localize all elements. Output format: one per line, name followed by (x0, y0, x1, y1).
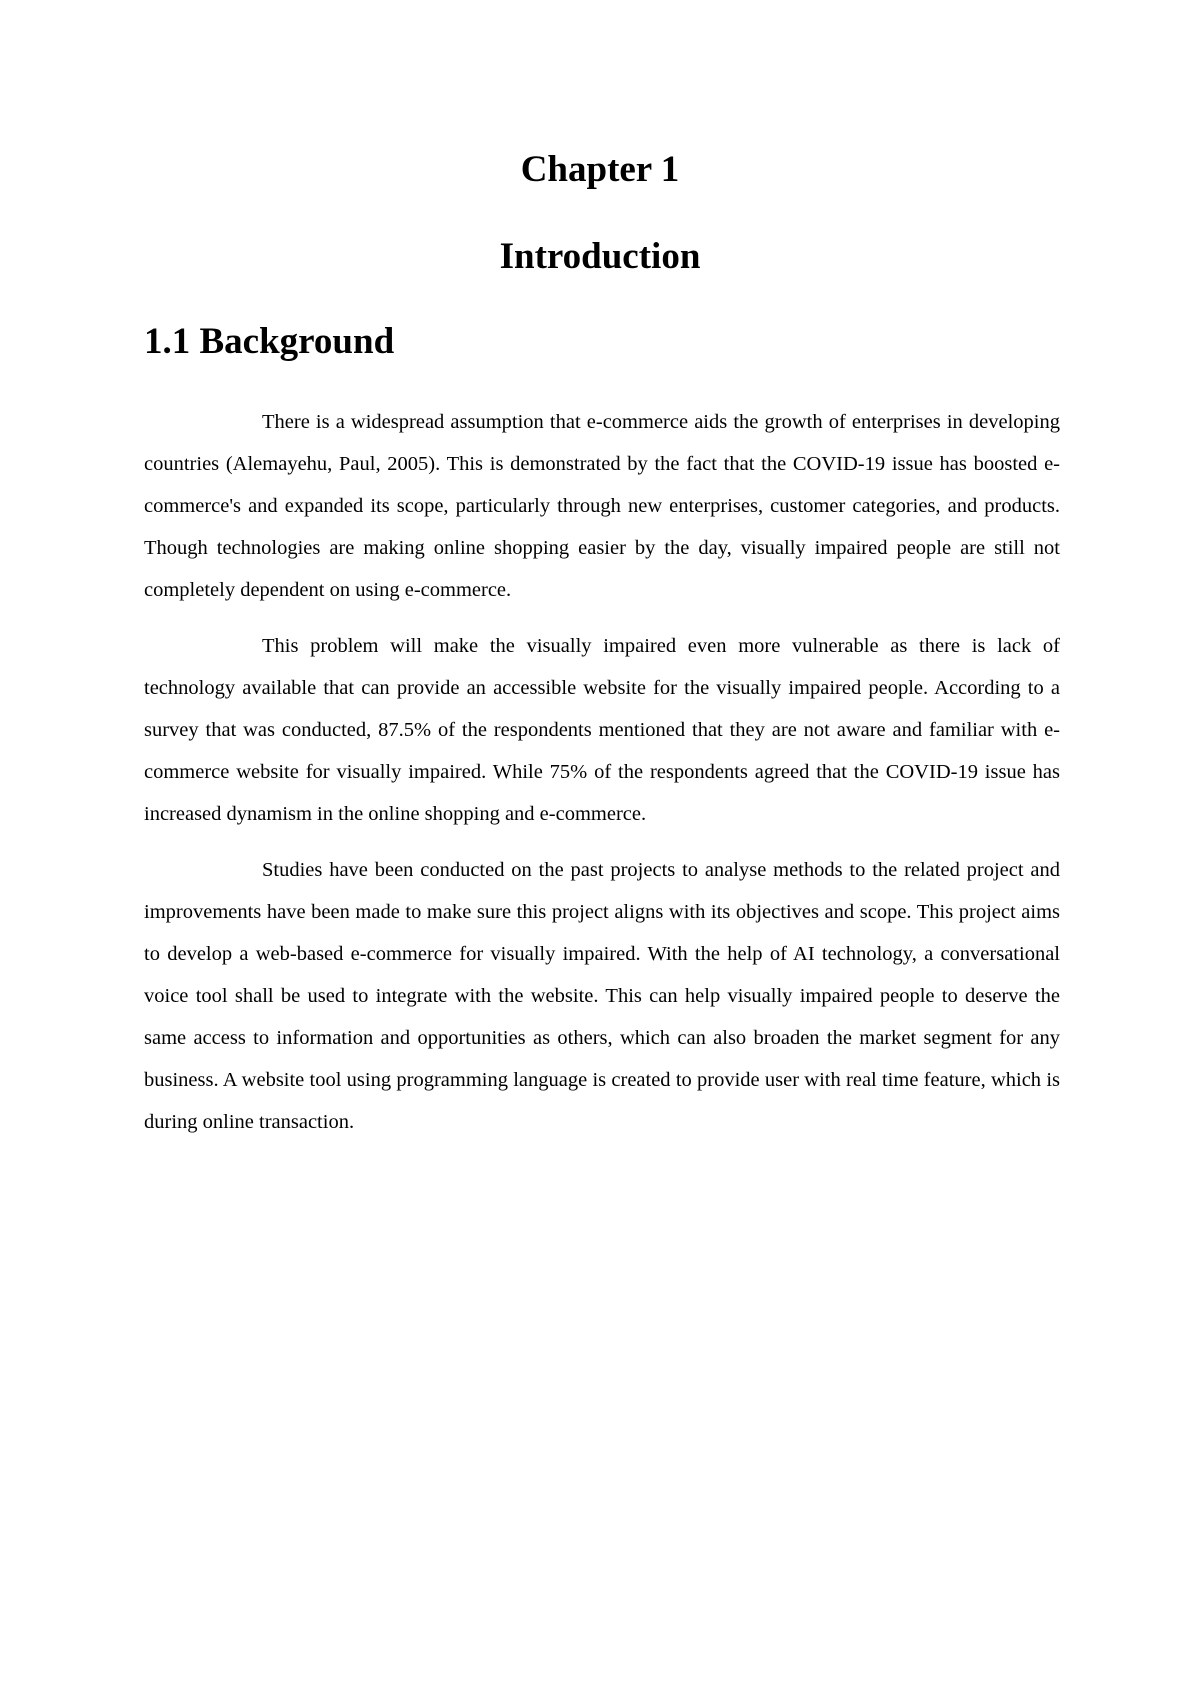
paragraph-2: This problem will make the visually impaired even more vulnerable as there is lack of technology available that can provide an accessible website for the visually impaired people. According to a survey that was conducted, 87.5% of the respondents mentioned that they are not aware and familiar with e-commerce website for visually impaired. While 75% of the respondents agreed that the COVID-19 issue has increased dynamism in the online shopping and e-commerce. (144, 635, 1060, 825)
paragraph-3: Studies have been conducted on the past projects to analyse methods to the related project and improvements have been made to make sure this project aligns with its objectives and scope. This project aims to develop a web-based e-commerce for visually impaired. With the help of AI technology, a conversational voice tool shall be used to integrate with the website. This can help visually impaired people to deserve the same access to information and opportunities as others, which can also broaden the market segment for any business. A website tool using programming language is created to provide user with real time feature, which is during online transaction. (144, 859, 1060, 1133)
chapter-title: Introduction (499, 236, 701, 277)
section-heading: 1.1 Background (144, 321, 395, 362)
chapter-label: Chapter 1 (520, 149, 680, 190)
body-text (144, 401, 1060, 1157)
paragraph-1: There is a widespread assumption that e-commerce aids the growth of enterprises in developing countries (Alemayehu, Paul, 2005). This is demonstrated by the fact that the COVID-19 issue has boosted e-commerce's and expanded its scope, particularly through new enterprises, customer categories, and products. Though technologies are making online shopping easier by the day, visually impaired people are still not completely dependent on using e-commerce. (144, 411, 1060, 601)
